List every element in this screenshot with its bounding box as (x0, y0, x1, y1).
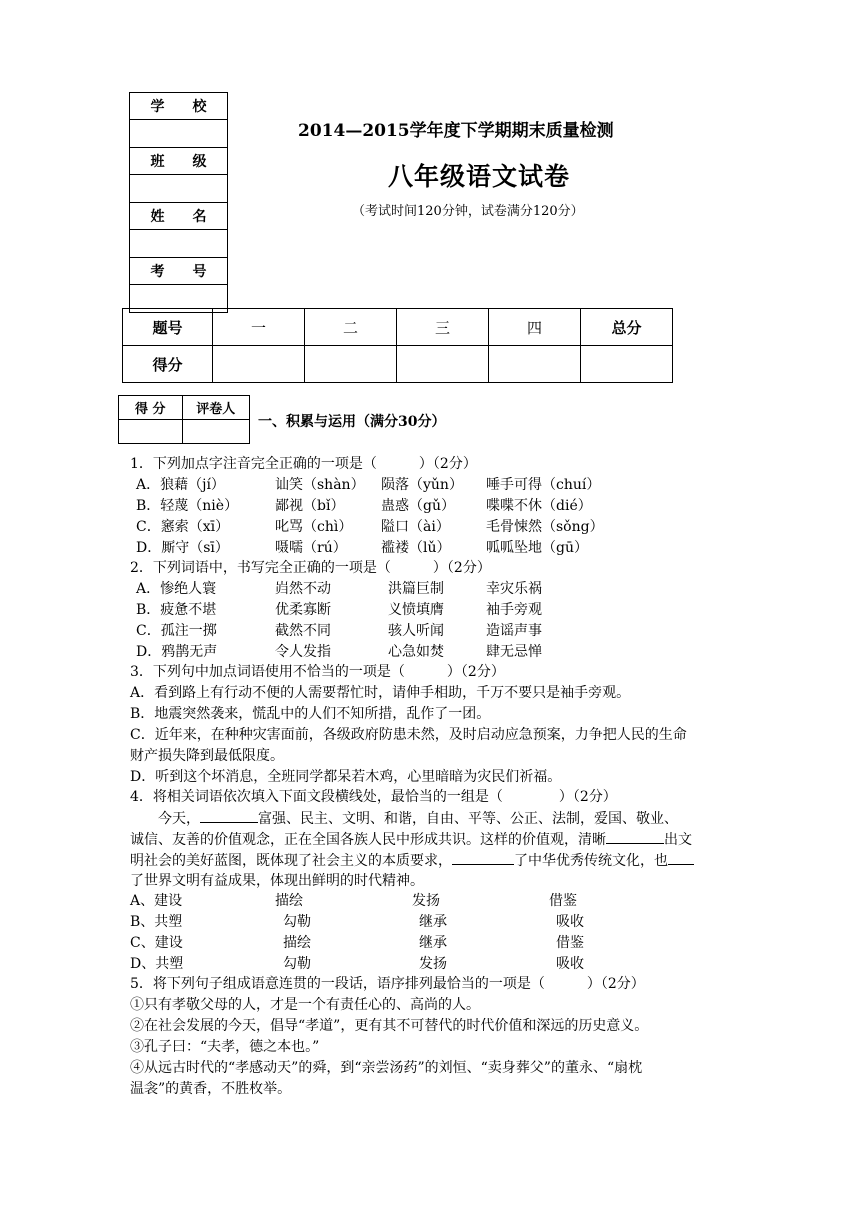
option-text: A．惨绝人寰 (136, 581, 217, 597)
option-text: D．厮守（sī） (136, 540, 229, 556)
q4-passage-line3 (130, 850, 694, 871)
option-text: 骇人听闻 (388, 623, 444, 639)
name-label: 姓 名 (130, 203, 228, 230)
option-text: 描绘 (275, 893, 303, 909)
option-text: 喋喋不休（dié） (486, 498, 592, 514)
option-text: 发扬 (419, 956, 447, 972)
q4-passage-line4: 了世界文明有益成果，体现出鲜明的时代精神。 (130, 873, 424, 889)
q1-stem: 1．下列加点字注音完全正确的一项是（ ）（2分） (130, 456, 477, 472)
score-table-header-row (123, 309, 673, 346)
score-label: 得分 (123, 346, 213, 383)
q3-option-d: D．听到这个坏消息，全班同学都呆若木鸡，心里暗暗为灾民们祈福。 (130, 769, 562, 785)
score-table-cell: 题号 (123, 309, 213, 346)
q5-sentence-2: ②在社会发展的今天，倡导“孝道”，更有其不可替代的时代价值和深远的历史意义。 (130, 1018, 649, 1034)
q5-sentence-4-line2: 温衾”的黄香，不胜枚举。 (130, 1081, 292, 1097)
q3-option-b: B．地震突然袭来，慌乱中的人们不知所措，乱作了一团。 (130, 706, 491, 722)
blank-3[interactable] (452, 850, 514, 865)
exam-number-label: 考 号 (130, 258, 228, 285)
option-text: 岿然不动 (275, 581, 331, 597)
option-text: 吸收 (556, 956, 584, 972)
q4-passage-line2 (130, 829, 692, 850)
option-text: 呱呱坠地（gū） (486, 540, 588, 556)
option-text: 优柔寡断 (275, 602, 331, 618)
passage-text: 富强、民主、文明、和谐，自由、平等、公正、法制，爱国、敬业、 (258, 811, 678, 827)
option-text: 勾勒 (283, 956, 311, 972)
option-text: 借鉴 (549, 893, 577, 909)
q3-option-a: A．看到路上有行动不便的人需要帮忙时，请伸手相助，千万不要只是袖手旁观。 (130, 685, 631, 701)
option-text: 肆无忌惮 (486, 644, 542, 660)
score-table-cell: 总分 (581, 309, 673, 346)
q3-stem: 3．下列句中加点词语使用不恰当的一项是（ ）（2分） (130, 664, 505, 680)
name-field[interactable] (130, 230, 228, 258)
passage-text: 诚信、友善的价值观念，正在全国各族人民中形成共识。这样的价值观，清晰 (130, 832, 606, 848)
score-table (122, 308, 673, 383)
option-text: 褴褛（lǔ） (381, 540, 451, 556)
score-box-label: 得 分 (119, 396, 183, 420)
option-text: 令人发指 (275, 644, 331, 660)
option-text: 义愤填膺 (388, 602, 444, 618)
q5-sentence-1: ①只有孝敬父母的人，才是一个有责任心的、高尚的人。 (130, 997, 480, 1013)
exam-note: （考试时间120分钟，试卷满分120分） (352, 204, 584, 219)
option-text: 洪篇巨制 (388, 581, 444, 597)
q5-stem: 5．将下列句子组成语意连贯的一段话，语序排列最恰当的一项是（ ）（2分） (130, 976, 645, 992)
option-text: 继承 (419, 914, 447, 930)
score-table-cell: 一 (213, 309, 305, 346)
score-field[interactable] (397, 346, 489, 383)
q5-sentence-4-line1: ④从远古时代的“孝感动天”的舜，到“亲尝汤药”的刘恒、“卖身葬父”的董永、“扇枕 (130, 1060, 643, 1076)
grader-box-label: 评卷人 (182, 396, 249, 420)
option-text: D、共塑 (130, 956, 184, 972)
option-text: 截然不同 (275, 623, 331, 639)
grader-field[interactable] (182, 420, 249, 444)
option-text: 讪笑（shàn） (275, 477, 365, 493)
score-field[interactable] (213, 346, 305, 383)
score-table-cell: 四 (489, 309, 581, 346)
school-label: 学 校 (130, 93, 228, 120)
q3-option-c-line2: 财产损失降到最低限度。 (130, 748, 284, 764)
score-table-cell: 二 (305, 309, 397, 346)
passage-text: 了中华优秀传统文化，也 (514, 853, 668, 869)
exam-title: 八年级语文试卷 (388, 162, 571, 191)
option-text: 借鉴 (556, 935, 584, 951)
option-text: 幸灾乐祸 (486, 581, 542, 597)
option-text: 吸收 (556, 914, 584, 930)
option-text: 毛骨悚然（sǒng） (486, 519, 604, 535)
q4-stem: 4．将相关词语依次填入下面文段横线处，最恰当的一组是（ ）（2分） (130, 789, 617, 805)
score-table-score-row (123, 346, 673, 383)
blank-4[interactable] (668, 850, 694, 865)
option-text: 鄙视（bǐ） (275, 498, 345, 514)
score-field[interactable] (305, 346, 397, 383)
section-score-field[interactable] (119, 420, 183, 444)
year-title: 2014—2015学年度下学期期末质量检测 (298, 121, 614, 141)
option-text: D．鸦鹊无声 (136, 644, 218, 660)
option-text: 蛊惑（gǔ） (381, 498, 455, 514)
section-title: 一、积累与运用（满分30分） (258, 414, 446, 430)
option-text: 继承 (419, 935, 447, 951)
option-text: B．轻蔑（niè） (136, 498, 239, 514)
class-field[interactable] (130, 175, 228, 203)
option-text: A、建设 (130, 893, 183, 909)
option-text: 造谣声事 (486, 623, 542, 639)
option-text: 嗫嚅（rú） (275, 540, 347, 556)
option-text: 描绘 (283, 935, 311, 951)
option-text: C．孤注一掷 (136, 623, 217, 639)
score-table-cell: 三 (397, 309, 489, 346)
passage-text: 今天， (158, 811, 200, 827)
option-text: 隘口（ài） (381, 519, 450, 535)
blank-2[interactable] (606, 829, 664, 844)
q3-option-c-line1: C．近年来，在种种灾害面前，各级政府防患未然，及时启动应急预案，力争把人民的生命 (130, 727, 687, 743)
q4-passage-line1 (158, 808, 678, 829)
school-field[interactable] (130, 120, 228, 148)
option-text: 陨落（yǔn） (381, 477, 463, 493)
total-score-field[interactable] (581, 346, 673, 383)
option-text: B、共塑 (130, 914, 183, 930)
passage-text: 出文 (664, 832, 692, 848)
blank-1[interactable] (200, 808, 258, 823)
option-text: A．狼藉（jí） (136, 477, 225, 493)
option-text: 叱骂（chì） (275, 519, 353, 535)
score-field[interactable] (489, 346, 581, 383)
option-text: 袖手旁观 (486, 602, 542, 618)
option-text: B．疲惫不堪 (136, 602, 217, 618)
option-text: 勾勒 (283, 914, 311, 930)
class-label: 班 级 (130, 148, 228, 175)
passage-text: 明社会的美好蓝图，既体现了社会主义的本质要求， (130, 853, 452, 869)
option-text: 心急如焚 (388, 644, 444, 660)
questions (130, 454, 750, 1104)
q5-sentence-3: ③孔子曰：“夫孝，德之本也。” (130, 1039, 320, 1055)
section-grading-box (118, 395, 250, 444)
option-text: 唾手可得（chuí） (486, 477, 601, 493)
option-text: C、建设 (130, 935, 183, 951)
option-text: 发扬 (412, 893, 440, 909)
option-text: C．窸索（xī） (136, 519, 230, 535)
q2-stem: 2．下列词语中，书写完全正确的一项是（ ）（2分） (130, 560, 491, 576)
student-info-box (129, 92, 228, 313)
